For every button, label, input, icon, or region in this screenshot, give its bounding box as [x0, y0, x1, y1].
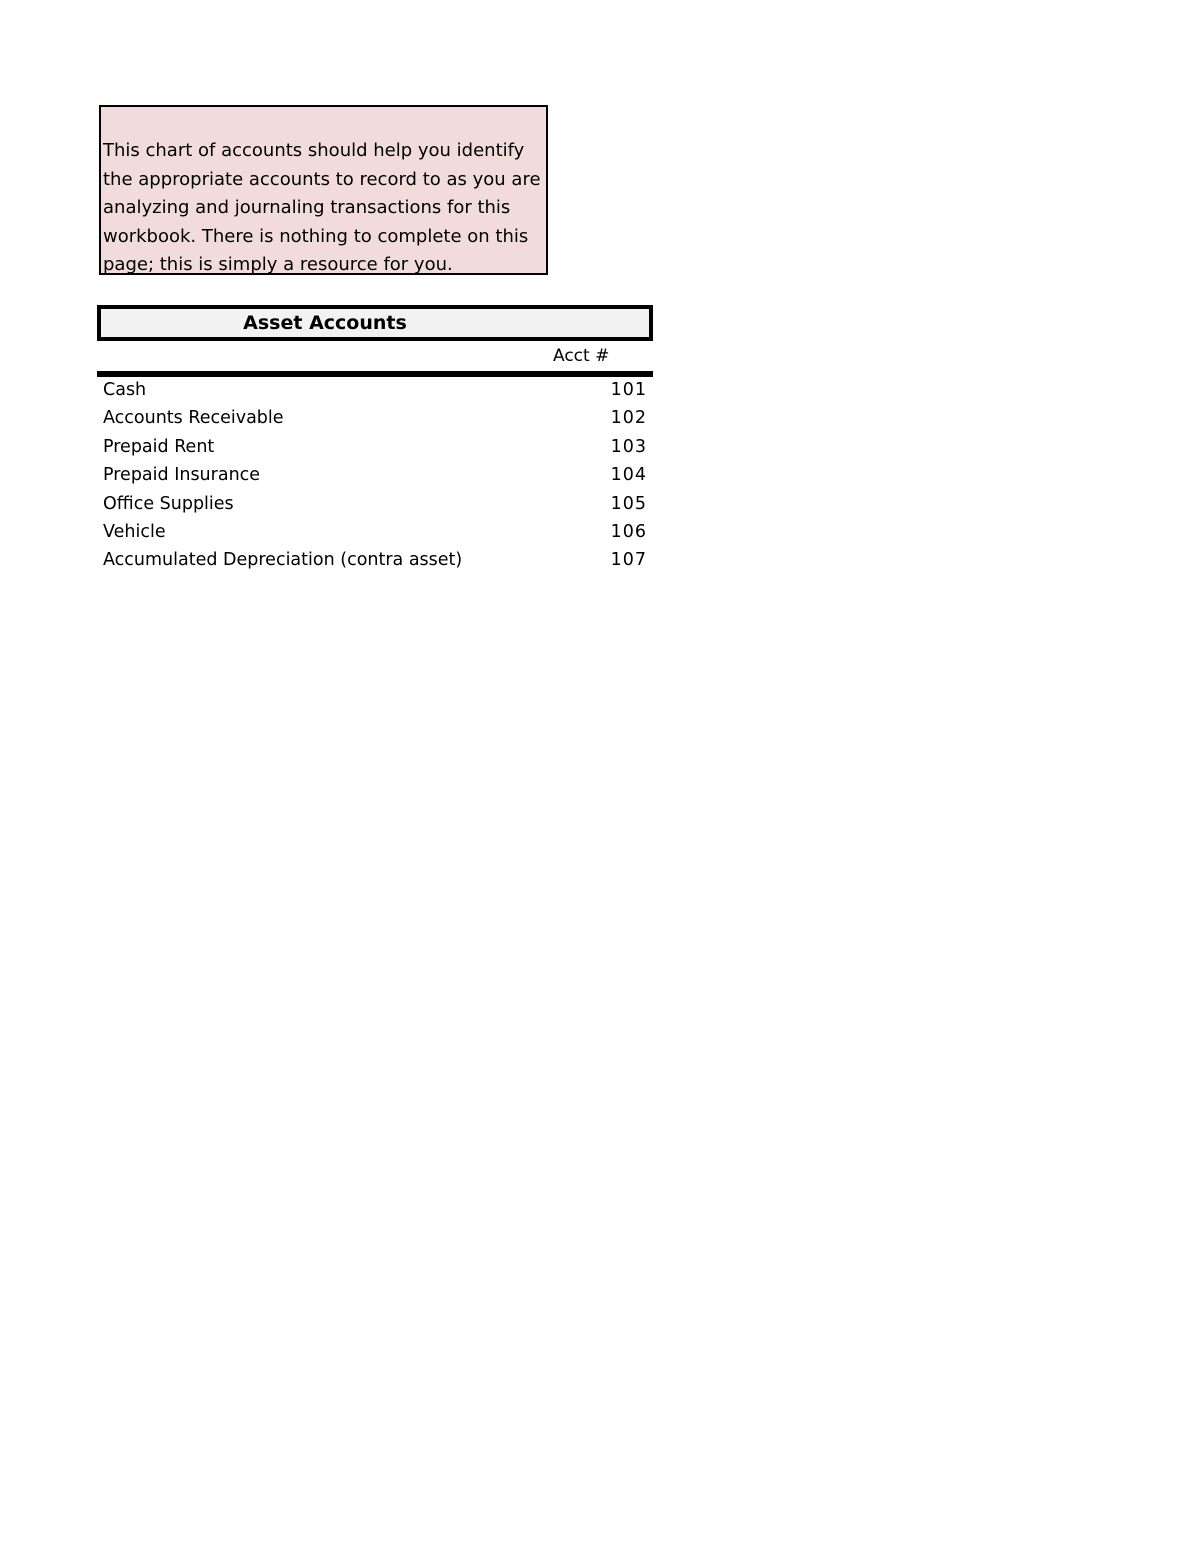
account-name: Office Supplies	[103, 493, 234, 514]
account-number: 103	[610, 436, 647, 457]
account-name: Accounts Receivable	[103, 408, 284, 429]
account-row	[97, 491, 653, 519]
account-row	[97, 462, 653, 490]
account-number: 102	[610, 408, 647, 429]
instruction-note-text: This chart of accounts should help you identify the appropriate accounts to record to as you are analyzing and journaling transactions for this workbook. There is nothing to complete on this page; this is simply a resource for you.	[103, 140, 541, 275]
account-row	[97, 434, 653, 462]
account-name: Cash	[103, 380, 147, 400]
acct-number-column-header: Acct #	[553, 346, 610, 366]
account-name: Prepaid Rent	[103, 436, 215, 457]
account-list	[97, 377, 653, 576]
account-row	[97, 405, 653, 433]
account-name: Prepaid Insurance	[103, 465, 261, 486]
column-header-row	[97, 341, 653, 377]
table-title-text: Asset Accounts	[243, 312, 407, 334]
instruction-note	[99, 105, 548, 275]
account-row	[97, 547, 653, 575]
account-row	[97, 377, 653, 405]
table-title	[97, 305, 653, 341]
account-number: 106	[610, 521, 647, 542]
account-row	[97, 519, 653, 547]
account-number: 107	[610, 550, 647, 571]
account-number: 104	[610, 465, 647, 486]
account-number: 105	[610, 493, 647, 514]
account-name: Vehicle	[103, 521, 166, 542]
account-number: 101	[610, 380, 647, 400]
asset-accounts-table	[97, 305, 653, 576]
account-name: Accumulated Depreciation (contra asset)	[103, 550, 463, 571]
